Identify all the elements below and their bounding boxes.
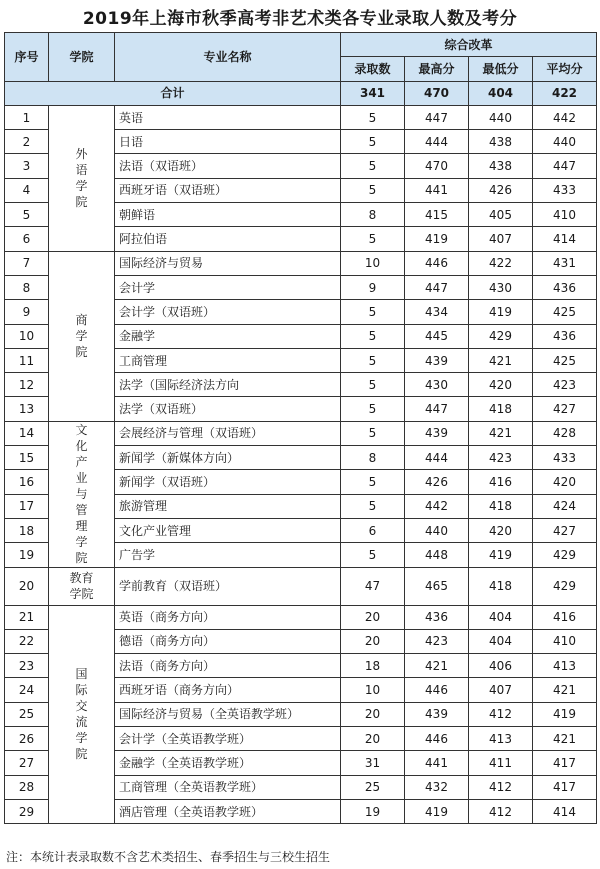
row-min: 404 [469, 629, 533, 653]
row-min: 438 [469, 130, 533, 154]
row-seq: 7 [5, 251, 49, 275]
row-avg: 433 [533, 178, 597, 202]
row-min: 404 [469, 605, 533, 629]
header-avg: 平均分 [533, 57, 597, 81]
row-seq: 14 [5, 421, 49, 445]
row-admitted: 20 [341, 702, 405, 726]
total-max: 470 [405, 81, 469, 105]
row-avg: 420 [533, 470, 597, 494]
row-avg: 416 [533, 605, 597, 629]
row-major: 会计学（双语班） [115, 300, 341, 324]
row-major: 法学（双语班） [115, 397, 341, 421]
row-admitted: 5 [341, 154, 405, 178]
row-avg: 410 [533, 203, 597, 227]
row-major: 酒店管理（全英语教学班） [115, 799, 341, 823]
row-seq: 6 [5, 227, 49, 251]
row-min: 420 [469, 518, 533, 542]
total-min: 404 [469, 81, 533, 105]
row-seq: 3 [5, 154, 49, 178]
row-min: 412 [469, 702, 533, 726]
row-seq: 9 [5, 300, 49, 324]
row-seq: 20 [5, 567, 49, 605]
row-max: 465 [405, 567, 469, 605]
row-major: 阿拉伯语 [115, 227, 341, 251]
footnote: 注：本统计表录取数不含艺术类招生、春季招生与三校生招生 [6, 850, 331, 864]
row-min: 423 [469, 446, 533, 470]
row-avg: 427 [533, 397, 597, 421]
row-seq: 5 [5, 203, 49, 227]
table-row [5, 105, 597, 129]
row-admitted: 31 [341, 751, 405, 775]
row-seq: 8 [5, 275, 49, 299]
row-max: 419 [405, 227, 469, 251]
row-admitted: 10 [341, 678, 405, 702]
row-admitted: 18 [341, 654, 405, 678]
row-major: 新闻学（双语班） [115, 470, 341, 494]
row-seq: 19 [5, 543, 49, 567]
row-seq: 13 [5, 397, 49, 421]
page-title: 2019年上海市秋季高考非艺术类各专业录取人数及考分 [82, 9, 518, 29]
row-max: 470 [405, 154, 469, 178]
row-admitted: 5 [341, 543, 405, 567]
row-major: 金融学（全英语教学班） [115, 751, 341, 775]
row-major: 工商管理 [115, 348, 341, 372]
row-seq: 17 [5, 494, 49, 518]
row-avg: 428 [533, 421, 597, 445]
row-avg: 414 [533, 799, 597, 823]
row-max: 421 [405, 654, 469, 678]
row-avg: 425 [533, 348, 597, 372]
row-seq: 15 [5, 446, 49, 470]
row-min: 418 [469, 567, 533, 605]
row-max: 436 [405, 605, 469, 629]
total-label: 合计 [5, 81, 341, 105]
row-max: 441 [405, 751, 469, 775]
row-avg: 413 [533, 654, 597, 678]
row-admitted: 5 [341, 178, 405, 202]
row-max: 419 [405, 799, 469, 823]
row-admitted: 5 [341, 130, 405, 154]
row-max: 445 [405, 324, 469, 348]
row-min: 413 [469, 727, 533, 751]
row-seq: 21 [5, 605, 49, 629]
row-max: 432 [405, 775, 469, 799]
row-admitted: 10 [341, 251, 405, 275]
header-seq: 序号 [5, 33, 49, 82]
college-cell [49, 567, 115, 605]
row-avg: 440 [533, 130, 597, 154]
row-min: 412 [469, 775, 533, 799]
row-admitted: 5 [341, 300, 405, 324]
table-row [5, 251, 597, 275]
row-admitted: 9 [341, 275, 405, 299]
row-major: 旅游管理 [115, 494, 341, 518]
college-name: 教育学院 [69, 571, 94, 602]
college-name: 外语学院 [75, 147, 88, 210]
row-seq: 1 [5, 105, 49, 129]
row-major: 德语（商务方向） [115, 629, 341, 653]
row-avg: 425 [533, 300, 597, 324]
row-major: 国际经济与贸易（全英语教学班） [115, 702, 341, 726]
row-avg: 429 [533, 543, 597, 567]
row-seq: 27 [5, 751, 49, 775]
row-max: 415 [405, 203, 469, 227]
row-admitted: 5 [341, 373, 405, 397]
row-avg: 427 [533, 518, 597, 542]
row-seq: 2 [5, 130, 49, 154]
row-seq: 16 [5, 470, 49, 494]
row-major: 法语（双语班） [115, 154, 341, 178]
row-admitted: 20 [341, 727, 405, 751]
college-name: 国际交流学院 [75, 667, 88, 762]
college-cell [49, 605, 115, 824]
row-max: 447 [405, 105, 469, 129]
row-max: 439 [405, 348, 469, 372]
header-min: 最低分 [469, 57, 533, 81]
row-min: 421 [469, 348, 533, 372]
row-avg: 436 [533, 275, 597, 299]
row-seq: 11 [5, 348, 49, 372]
row-max: 446 [405, 251, 469, 275]
row-seq: 26 [5, 727, 49, 751]
row-min: 418 [469, 397, 533, 421]
row-max: 446 [405, 678, 469, 702]
row-avg: 436 [533, 324, 597, 348]
total-row [5, 81, 597, 105]
college-name: 商学院 [75, 313, 88, 360]
row-admitted: 5 [341, 324, 405, 348]
college-cell [49, 251, 115, 421]
college-name: 文化产业与管理学院 [75, 423, 88, 566]
row-major: 文化产业管理 [115, 518, 341, 542]
header-group: 综合改革 [341, 33, 597, 57]
row-major: 日语 [115, 130, 341, 154]
row-avg: 423 [533, 373, 597, 397]
table-row [5, 605, 597, 629]
row-min: 438 [469, 154, 533, 178]
row-major: 法语（商务方向） [115, 654, 341, 678]
table-row [5, 421, 597, 445]
row-seq: 22 [5, 629, 49, 653]
row-admitted: 5 [341, 494, 405, 518]
row-seq: 25 [5, 702, 49, 726]
row-avg: 410 [533, 629, 597, 653]
admissions-table [4, 32, 597, 824]
row-max: 426 [405, 470, 469, 494]
row-min: 419 [469, 543, 533, 567]
row-min: 419 [469, 300, 533, 324]
row-admitted: 5 [341, 470, 405, 494]
row-min: 420 [469, 373, 533, 397]
row-avg: 431 [533, 251, 597, 275]
row-admitted: 19 [341, 799, 405, 823]
header-max: 最高分 [405, 57, 469, 81]
row-min: 426 [469, 178, 533, 202]
row-admitted: 5 [341, 348, 405, 372]
row-seq: 12 [5, 373, 49, 397]
row-avg: 419 [533, 702, 597, 726]
row-admitted: 5 [341, 227, 405, 251]
row-avg: 433 [533, 446, 597, 470]
row-max: 430 [405, 373, 469, 397]
table-row [5, 567, 597, 605]
row-seq: 10 [5, 324, 49, 348]
row-max: 446 [405, 727, 469, 751]
total-avg: 422 [533, 81, 597, 105]
row-major: 会计学 [115, 275, 341, 299]
row-min: 429 [469, 324, 533, 348]
row-major: 西班牙语（商务方向） [115, 678, 341, 702]
row-min: 416 [469, 470, 533, 494]
row-admitted: 8 [341, 203, 405, 227]
row-seq: 29 [5, 799, 49, 823]
row-major: 金融学 [115, 324, 341, 348]
row-max: 441 [405, 178, 469, 202]
row-major: 国际经济与贸易 [115, 251, 341, 275]
row-max: 439 [405, 421, 469, 445]
row-min: 430 [469, 275, 533, 299]
row-admitted: 25 [341, 775, 405, 799]
row-min: 407 [469, 678, 533, 702]
row-min: 418 [469, 494, 533, 518]
row-major: 英语（商务方向） [115, 605, 341, 629]
row-min: 421 [469, 421, 533, 445]
row-seq: 28 [5, 775, 49, 799]
row-major: 会计学（全英语教学班） [115, 727, 341, 751]
row-admitted: 47 [341, 567, 405, 605]
row-max: 444 [405, 446, 469, 470]
total-admitted: 341 [341, 81, 405, 105]
row-seq: 24 [5, 678, 49, 702]
college-cell [49, 105, 115, 251]
header-college: 学院 [49, 33, 115, 82]
row-admitted: 8 [341, 446, 405, 470]
row-major: 广告学 [115, 543, 341, 567]
row-admitted: 6 [341, 518, 405, 542]
row-major: 朝鲜语 [115, 203, 341, 227]
row-min: 412 [469, 799, 533, 823]
row-max: 440 [405, 518, 469, 542]
header-major: 专业名称 [115, 33, 341, 82]
row-avg: 447 [533, 154, 597, 178]
row-admitted: 5 [341, 105, 405, 129]
row-avg: 417 [533, 751, 597, 775]
row-max: 444 [405, 130, 469, 154]
row-admitted: 20 [341, 605, 405, 629]
row-max: 434 [405, 300, 469, 324]
row-avg: 429 [533, 567, 597, 605]
row-seq: 18 [5, 518, 49, 542]
row-min: 422 [469, 251, 533, 275]
row-max: 448 [405, 543, 469, 567]
row-max: 447 [405, 397, 469, 421]
header-row-1 [5, 33, 597, 57]
row-min: 411 [469, 751, 533, 775]
row-avg: 421 [533, 727, 597, 751]
row-major: 会展经济与管理（双语班） [115, 421, 341, 445]
row-avg: 417 [533, 775, 597, 799]
row-major: 西班牙语（双语班） [115, 178, 341, 202]
row-admitted: 20 [341, 629, 405, 653]
row-admitted: 5 [341, 421, 405, 445]
row-max: 423 [405, 629, 469, 653]
row-avg: 424 [533, 494, 597, 518]
row-major: 新闻学（新媒体方向） [115, 446, 341, 470]
row-max: 447 [405, 275, 469, 299]
row-min: 440 [469, 105, 533, 129]
row-min: 406 [469, 654, 533, 678]
row-avg: 442 [533, 105, 597, 129]
row-seq: 4 [5, 178, 49, 202]
row-min: 405 [469, 203, 533, 227]
row-major: 工商管理（全英语教学班） [115, 775, 341, 799]
row-min: 407 [469, 227, 533, 251]
row-seq: 23 [5, 654, 49, 678]
row-max: 439 [405, 702, 469, 726]
row-avg: 421 [533, 678, 597, 702]
row-major: 法学（国际经济法方向 [115, 373, 341, 397]
row-major: 学前教育（双语班） [115, 567, 341, 605]
row-avg: 414 [533, 227, 597, 251]
row-major: 英语 [115, 105, 341, 129]
header-admitted: 录取数 [341, 57, 405, 81]
college-cell [49, 421, 115, 567]
row-admitted: 5 [341, 397, 405, 421]
row-max: 442 [405, 494, 469, 518]
